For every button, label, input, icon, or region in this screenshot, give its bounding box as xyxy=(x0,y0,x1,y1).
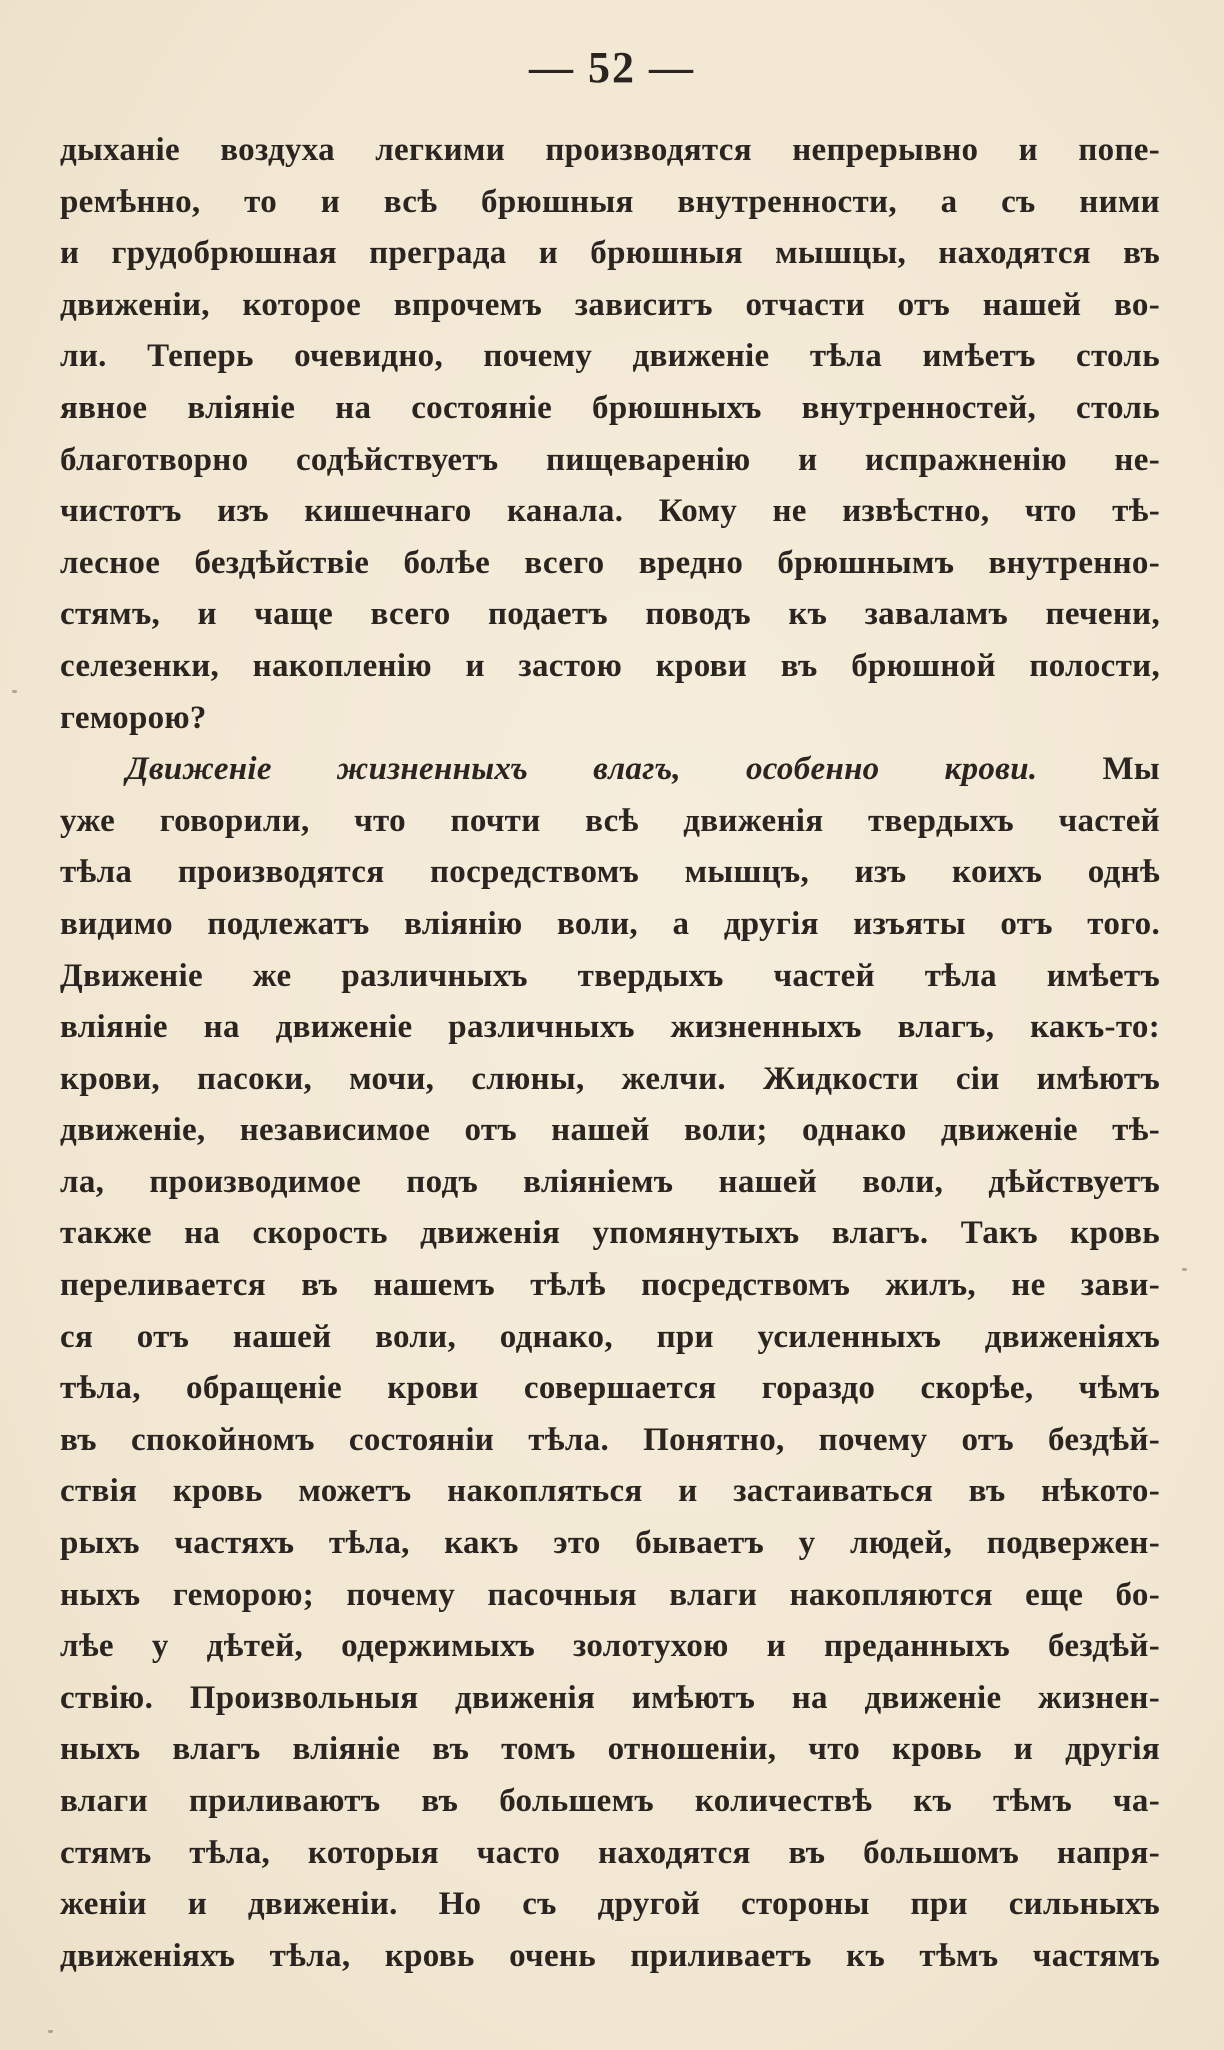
text-line: уже говорили, что почти всѣ движенія твердыхъ частей xyxy=(60,802,1160,839)
text-line: благотворно содѣйствуетъ пищеваренію и испражненію не- xyxy=(60,441,1160,478)
text-line: ла, производимое подъ вліяніемъ нашей воли, дѣйствуетъ xyxy=(60,1163,1160,1200)
paragraph-1 xyxy=(60,125,1160,744)
text-line: геморою? xyxy=(60,699,207,736)
text-line: дыханіе воздуха легкими производятся непрерывно и попе- xyxy=(60,132,1160,168)
page-number: — 52 — xyxy=(529,43,695,92)
text-line: ствію. Произвольныя движенія имѣютъ на движеніе жизнен- xyxy=(60,1679,1160,1716)
text-line: движеніи, которое впрочемъ зависитъ отчасти отъ нашей во- xyxy=(60,286,1160,323)
text-line: рыхъ частяхъ тѣла, какъ это бываетъ у людей, подвержен- xyxy=(60,1525,1160,1562)
text-line: въ спокойномъ состояніи тѣла. Понятно, почему отъ бездѣй- xyxy=(60,1421,1160,1458)
text-line: движеніе, независимое отъ нашей воли; однако движеніе тѣ- xyxy=(60,1112,1160,1149)
heading-line-rest: Мы xyxy=(1037,751,1160,788)
text-line: чистотъ изъ кишечнаго канала. Кому не извѣстно, что тѣ- xyxy=(60,493,1160,530)
section-heading: Движеніе жизненныхъ влагъ, особенно крови. xyxy=(126,751,1038,788)
text-line: стямъ, и чаще всего подаетъ поводъ къ заваламъ печени, xyxy=(60,596,1160,633)
text-line: женіи и движеніи. Но съ другой стороны при сильныхъ xyxy=(60,1886,1160,1923)
text-line: переливается въ нашемъ тѣлѣ посредствомъ жилъ, не зави- xyxy=(60,1267,1160,1304)
text-line: ныхъ влагъ вліяніе въ томъ отношеніи, что кровь и другія xyxy=(60,1731,1160,1768)
text-line: и грудобрюшная преграда и брюшныя мышцы, находятся въ xyxy=(60,235,1160,272)
text-line: ныхъ геморою; почему пасочныя влаги накопляются еще бо- xyxy=(60,1576,1160,1613)
text-line: лесное бездѣйствіе болѣе всего вредно брюшнымъ внутренно- xyxy=(60,544,1160,581)
text-line: тѣла производятся посредствомъ мышцъ, изъ коихъ однѣ xyxy=(60,854,1160,891)
text-line: ли. Теперь очевидно, почему движеніе тѣла имѣетъ столь xyxy=(60,338,1160,375)
text-line: также на скорость движенія упомянутыхъ влагъ. Такъ кровь xyxy=(60,1215,1160,1252)
paper-speck xyxy=(48,2030,53,2033)
paper-speck xyxy=(1182,1268,1187,1271)
text-line: селезенки, накопленію и застою крови въ брюшной полости, xyxy=(60,647,1160,684)
paper-speck xyxy=(12,690,17,693)
text-line: крови, пасоки, мочи, слюны, желчи. Жидкости сіи имѣютъ xyxy=(60,1060,1160,1097)
text-line: видимо подлежатъ вліянію воли, а другія изъяты отъ того. xyxy=(60,905,1160,942)
section-heading-line xyxy=(60,744,1160,796)
text-line: Движеніе же различныхъ твердыхъ частей тѣла имѣетъ xyxy=(60,957,1160,994)
text-line: вліяніе на движеніе различныхъ жизненныхъ влагъ, какъ-то: xyxy=(60,1009,1160,1046)
text-line: тѣла, обращеніе крови совершается гораздо скорѣе, чѣмъ xyxy=(60,1370,1160,1407)
text-line: движеніяхъ тѣла, кровь очень приливаетъ къ тѣмъ частямъ xyxy=(60,1937,1160,1974)
text-line: стямъ тѣла, которыя часто находятся въ большомъ напря- xyxy=(60,1834,1160,1871)
text-line: влаги приливаютъ въ большемъ количествѣ къ тѣмъ ча- xyxy=(60,1783,1160,1819)
body-text xyxy=(60,125,1160,1982)
text-line: лѣе у дѣтей, одержимыхъ золотухою и преданныхъ бездѣй- xyxy=(60,1628,1160,1665)
text-line: ствія кровь можетъ накопляться и застаиваться въ нѣкото- xyxy=(60,1473,1160,1510)
text-line: ремѣнно, то и всѣ брюшныя внутренности, а съ ними xyxy=(60,183,1160,220)
text-line: явное вліяніе на состояніе брюшныхъ внутренностей, столь xyxy=(60,389,1160,426)
paragraph-2 xyxy=(60,744,1160,1982)
text-line: ся отъ нашей воли, однако, при усиленныхъ движеніяхъ xyxy=(60,1318,1160,1355)
